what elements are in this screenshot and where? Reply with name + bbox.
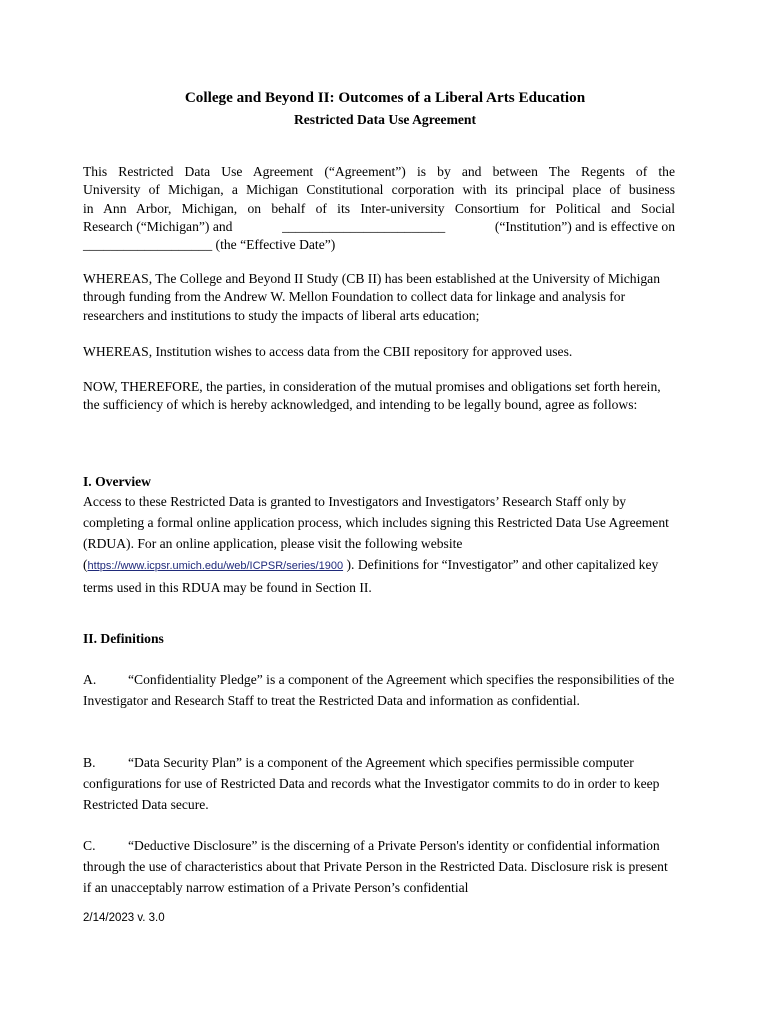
document-subtitle: Restricted Data Use Agreement bbox=[293, 112, 477, 127]
overview-paragraph bbox=[83, 491, 675, 598]
intro-paragraph bbox=[83, 163, 675, 254]
whereas-paragraph-1: WHEREAS, The College and Beyond II Study (CB II) has been established at the University of Michigan through funding from the Andrew W. Mellon Foundation to collect data for linkage and analysis for researchers and institutions to study the impacts of liberal arts education; bbox=[83, 271, 660, 323]
definition-text: “Confidentiality Pledge” is a component of the Agreement which specifies the responsibilities of the Investigator and Research Staff to treat the Restricted Data and information as confidential. bbox=[83, 672, 675, 708]
definition-letter: B. bbox=[83, 755, 96, 770]
intro-line-2: University of Michigan, a Michigan Constitutional corporation with its principal place of business bbox=[83, 182, 675, 198]
definition-letter: A. bbox=[83, 672, 97, 687]
intro-line-4 bbox=[83, 218, 675, 236]
intro-line-4-end: (“Institution”) and is effective on bbox=[494, 218, 675, 234]
version-footer: 2/14/2023 v. 3.0 bbox=[83, 912, 165, 924]
intro-line-5-end: (the “Effective Date”) bbox=[215, 237, 336, 253]
intro-line-1: This Restricted Data Use Agreement (“Agreement”) is by and between The Regents of the bbox=[83, 164, 675, 179]
now-therefore-paragraph: NOW, THEREFORE, the parties, in consideration of the mutual promises and obligations set forth herein, the sufficiency of which is hereby acknowledged, and intending to be legally bound, agree as follows: bbox=[83, 379, 661, 413]
institution-blank[interactable]: ________________________ bbox=[282, 218, 446, 234]
definition-item-c bbox=[83, 835, 675, 898]
definition-text: “Deductive Disclosure” is the discerning of a Private Person's identity or confidential information through the use of characteristics about that Private Person in the Restricted Data. Disclosure risk is present if an unacceptably narrow estimation of a Private Person’s confidential bbox=[83, 838, 668, 895]
document-title: College and Beyond II: Outcomes of a Liberal Arts Education bbox=[184, 89, 586, 106]
overview-text-end: ). Definitions for “Investigator” and other capitalized key terms used in this RDUA may be found in Section II. bbox=[83, 557, 659, 595]
effective-date-blank[interactable]: ___________________ bbox=[83, 237, 213, 253]
definition-text: “Data Security Plan” is a component of the Agreement which specifies permissible computer configurations for use of Restricted Data and records what the Investigator commits to do in order to keep Restricted Data secure. bbox=[83, 755, 660, 812]
icpsr-series-link[interactable]: https://www.icpsr.umich.edu/web/ICPSR/series/1900 bbox=[87, 560, 344, 572]
definition-letter: C. bbox=[83, 838, 96, 853]
intro-line-5 bbox=[83, 236, 675, 254]
definition-item-a bbox=[83, 669, 675, 711]
intro-line-4-start: Research (“Michigan”) and bbox=[83, 218, 233, 234]
section-heading-overview: I. Overview bbox=[83, 474, 151, 489]
section-heading-definitions: II. Definitions bbox=[83, 631, 164, 646]
intro-line-3: in Ann Arbor, Michigan, on behalf of its Inter-university Consortium for Political and Social bbox=[83, 200, 675, 216]
definition-item-b bbox=[83, 752, 675, 815]
overview-text-start: Access to these Restricted Data is granted to Investigators and Investigators’ Research Staff only by completing a formal online application process, which includes signing this Restricted Data Use Agreement (RDUA). For an online application, please visit the following website ( bbox=[83, 494, 669, 572]
whereas-paragraph-2: WHEREAS, Institution wishes to access data from the CBII repository for approved uses. bbox=[83, 344, 573, 359]
